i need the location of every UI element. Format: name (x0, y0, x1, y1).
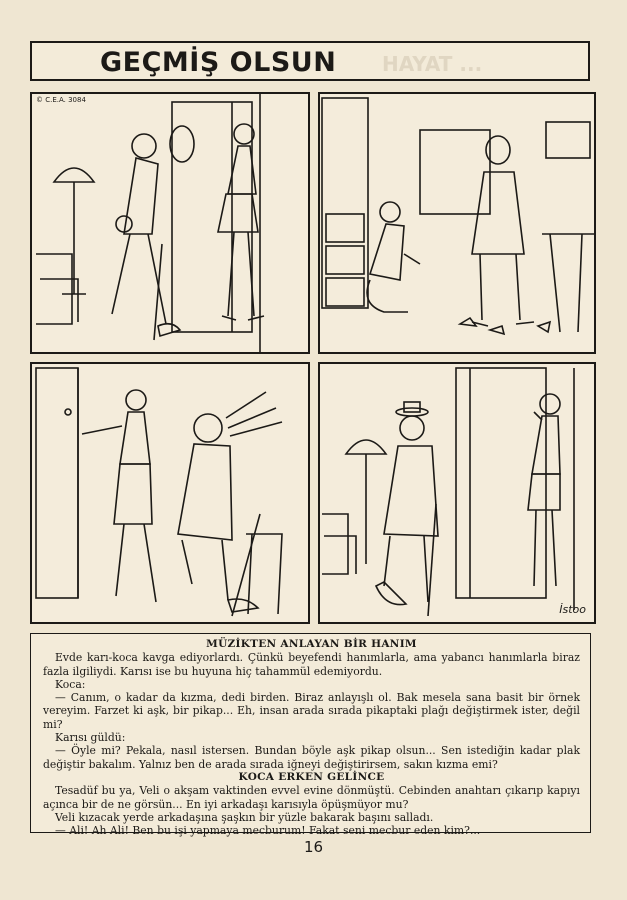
story-1-heading: MÜZİKTEN ANLAYAN BİR HANIM (206, 638, 417, 650)
panel-4-drawing (320, 364, 594, 622)
story-2-paragraph-2: Veli kızacak yerde arkadaşına şaşkın bir yüzle bakarak başını salladı. (55, 810, 434, 824)
panel-3-drawing (32, 364, 308, 622)
show-through-text: HAYAT ... (382, 52, 483, 76)
text-box (30, 633, 591, 838)
comic-panel-3 (30, 362, 310, 624)
story-1-paragraph-5: — Öyle mi? Pekala, nasıl istersen. Bundan böyle aşk pikap olsun... Sen istediğin kadar plak değiştir bakalım. Yalnız ben de arada sırada iğneyi değiştirirsem, sakın kızma emi? (43, 744, 580, 771)
copyright-mark: © C.E.A. 3084 (36, 96, 86, 104)
story-2-heading: KOCA ERKEN GELİNCE (238, 770, 385, 783)
panel-2-drawing (320, 94, 594, 352)
title-box (30, 41, 590, 81)
story-1-paragraph-2: Koca: (55, 677, 86, 691)
page-title: GEÇMİŞ OLSUN (100, 47, 337, 78)
comic-panel-2 (318, 92, 596, 354)
story-2-paragraph-1: Tesadüf bu ya, Veli o akşam vaktinden evvel evine dönmüştü. Cebinden anahtarı çıkarıp kapıyı açınca bir de ne görsün... En iyi arkadaşı karısıyla öpüşmüyor mu? (43, 784, 580, 811)
comic-panel-4 (318, 362, 596, 624)
artist-signature: İstoo (559, 603, 586, 616)
panel-1-drawing (32, 94, 308, 352)
story-2-paragraph-3: — Ali! Ah Ali! Ben bu işi yapmaya mecburum! Fakat seni mecbur eden kim?... (55, 824, 481, 838)
page-number: 16 (303, 838, 324, 856)
comic-panel-1 (30, 92, 310, 354)
story-1-paragraph-4: Karısı güldü: (55, 731, 126, 745)
story-1-paragraph-1: Evde karı-koca kavga ediyorlardı. Çünkü beyefendi hanımlarla, ama yabancı hanımlarla biraz fazla ilgiliydi. Karısı ise bu huyuna hiç tahammül edemiyordu. (43, 651, 580, 678)
story-1-paragraph-3: — Canım, o kadar da kızma, dedi birden. Biraz anlayışlı ol. Bak mesela sana basit bir örnek vereyim. Farzet ki aşk, bir pikap... Eh, insan arada sırada pikaptaki plağı değiştirmek ister, değil mi? (43, 691, 580, 731)
